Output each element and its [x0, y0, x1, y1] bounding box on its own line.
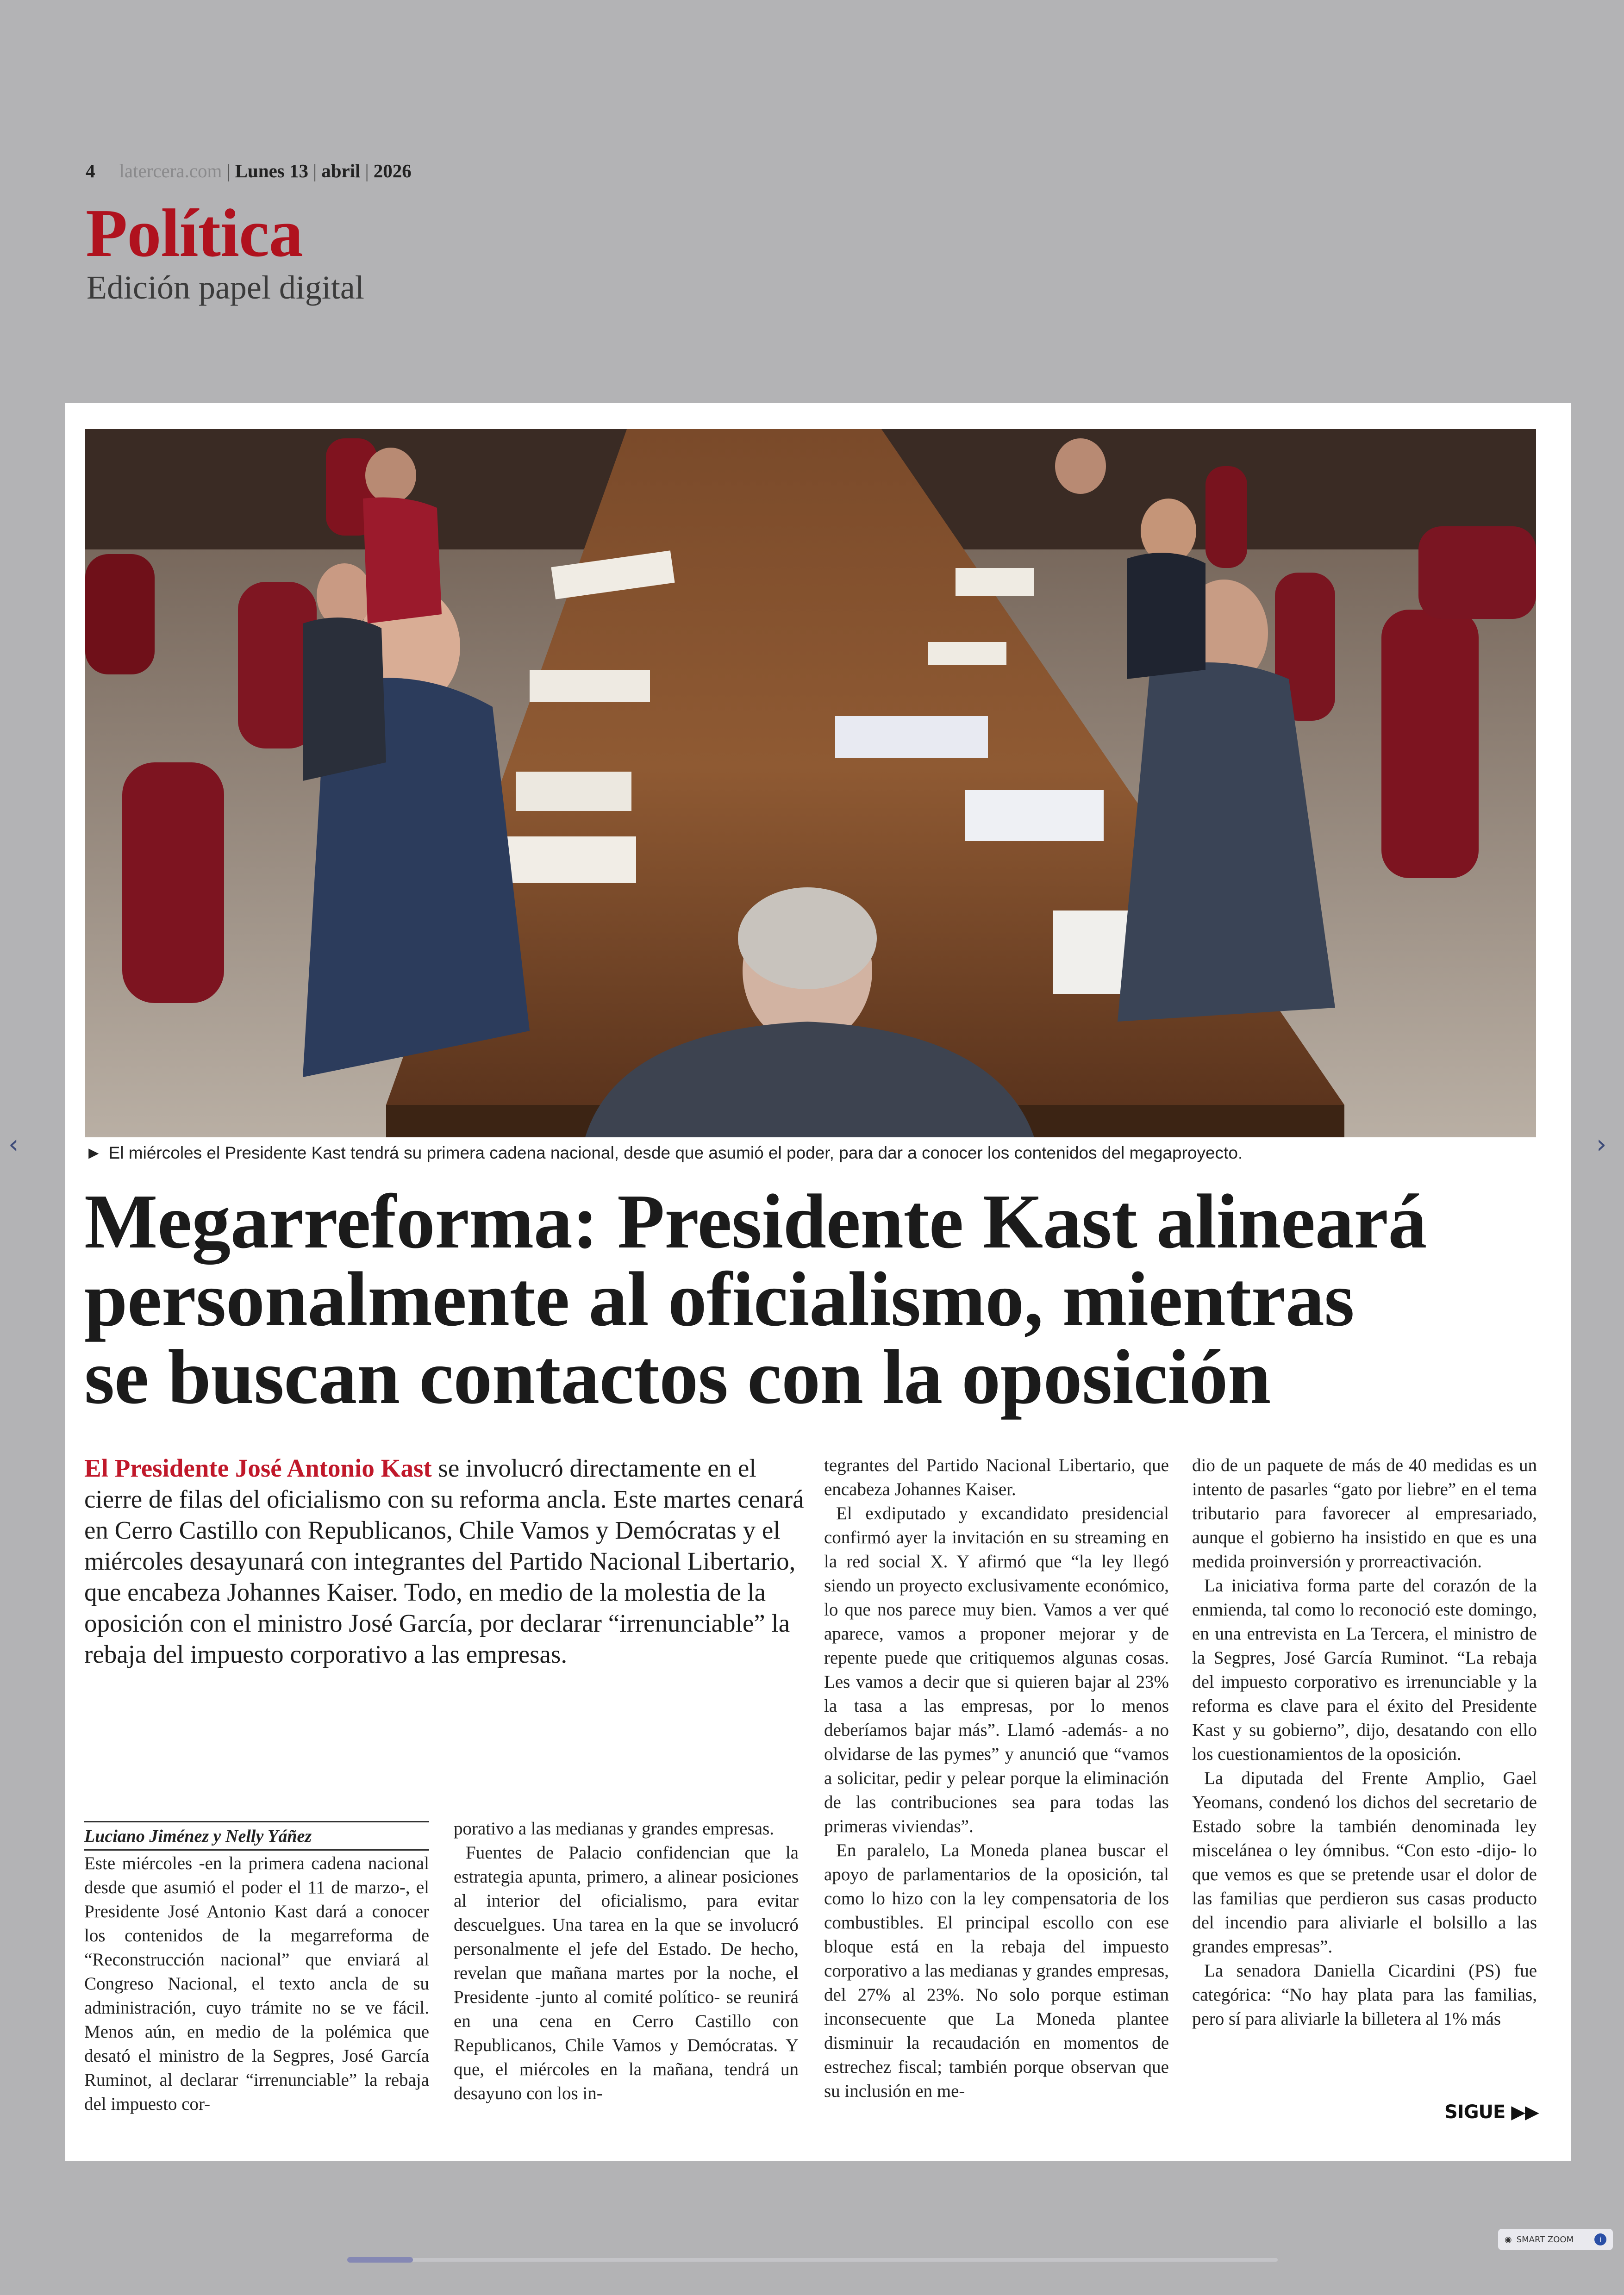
site-name: latercera.com — [119, 160, 222, 181]
body-column-3 — [824, 1453, 1169, 2103]
paragraph: porativo a las medianas y grandes empresas. — [454, 1819, 775, 1839]
smart-zoom-label: SMART ZOOM — [1516, 2234, 1574, 2245]
page-number: 4 — [86, 160, 95, 181]
paragraph: tegrantes del Partido Nacional Libertario, que encabeza Johannes Kaiser. — [824, 1455, 1169, 1499]
date-day: Lunes 13 — [235, 160, 308, 181]
date-month: abril — [321, 160, 361, 181]
paragraph: La diputada del Frente Amplio, Gael Yeomans, condenó los dichos del secretario de Estado sobre la también denominada ley miscelánea o ley ómnibus. “Con esto -dijo- lo que vemos es que se pretende usar el dolor de las familias que perdieron sus casas producto del incendio para aliviarle el bolsillo a las grandes empresas”. — [1192, 1768, 1537, 1957]
info-badge: i — [1594, 2233, 1606, 2245]
smart-zoom-button[interactable] — [1498, 2229, 1613, 2250]
article-headline — [84, 1179, 1543, 1420]
caption-arrow-icon: ► — [85, 1143, 102, 1162]
article-lead — [84, 1453, 806, 1670]
body-column-2 — [454, 1817, 799, 2106]
lead-highlight: El Presidente José Antonio Kast — [84, 1454, 432, 1482]
photo-meeting-icon — [85, 429, 1536, 1137]
paragraph: La iniciativa forma parte del corazón de la enmienda, tal como lo reconoció este domingo, en una entrevista en La Tercera, el ministro de la Segpres, José García Ruminot. “La rebaja del impuesto corporativo es irrenunciable y la reforma es clave para el éxito del Presidente Kast y su gobierno”, dijo, desatando con ello los cuestionamientos de la oposición. — [1192, 1576, 1537, 1764]
paragraph: La senadora Daniella Cicardini (PS) fue categórica: “No hay plata para las familias, pero sí para aliviarle la billetera al 1% más — [1192, 1961, 1537, 2029]
lead-text: se involucró directamente en el cierre de filas del oficialismo con su reforma ancla. Este martes cenará en Cerro Castillo con Republicanos, Chile Vamos y Demócratas y el miércoles desayunará con integrantes del Partido Nacional Libertario, que encabeza Johannes Kaiser. Todo, en medio de la molestia de la oposición con el ministro José García, por declarar “irrenunciable” la rebaja del impuesto corporativo a las empresas. — [84, 1454, 804, 1668]
caption-text: El miércoles el Presidente Kast tendrá su primera cadena nacional, desde que asumió el poder, para dar a conocer los contenidos del megaproyecto. — [108, 1143, 1243, 1162]
headline-line: personalmente al oficialismo, mientras — [84, 1256, 1355, 1342]
edition-label: Edición papel digital — [87, 269, 364, 306]
headline-line: Megarreforma: Presidente Kast alineará — [84, 1179, 1427, 1265]
paragraph: El exdiputado y excandidato presidencial confirmó ayer la invitación en su streaming en la red social X. Y afirmó que “la ley llegó siendo un proyecto exclusivamente económico, lo que nos parece muy bien. Vamos a ver qué aparece, vamos a proponer mejorar y de repente puede que critiquemos algunas cosas. Les vamos a decir que si quieren bajar al 23% la tasa a las empresas, por lo menos deberíamos bajar más”. Llamó -además- a no olvidarse de las pymes” y anunció que “vamos a solicitar, pedir y pelear porque la eliminación de las contribuciones sea para todas las primeras viviendas”. — [824, 1503, 1169, 1836]
paragraph: En paralelo, La Moneda planea buscar el apoyo de parlamentarios de la oposición, tal como lo hizo con la ley compensatoria de los combustibles. El principal escollo con ese bloque está en la rebaja del impuesto corporativo a las medianas y grandes empresas, del 27% al 23%. No solo porque estiman inconsecuente que La Moneda plantee disminuir la recaudación en momentos de estrechez fiscal; también porque observan que su inclusión en me- — [824, 1840, 1169, 2101]
eye-icon: ◉ — [1505, 2234, 1512, 2245]
paragraph: Este miércoles -en la primera cadena nacional desde que asumió el poder el 11 de marzo-, el Presidente José Antonio Kast dará a conocer los contenidos de la megarreforma de “Reconstrucción nacional” que enviará al Congreso Nacional, el texto ancla de su administración, cuyo trámite no se ve fácil. Menos aún, en medio de la polémica que desató el ministro de la Segpres, José García Ruminot, al declarar “irrenunciable” la rebaja del impuesto cor- — [84, 1853, 429, 2114]
prev-page-chevron-icon[interactable]: ‹ — [8, 1129, 19, 1160]
paragraph: dio de un paquete de más de 40 medidas es un intento de pasarles “gato por liebre” en el tema tributario para favorecer al empresariado, aunque el gobierno ha insistido en que es una medida proinversión y prorreactivación. — [1192, 1455, 1537, 1572]
headline-line: se buscan contactos con la oposición — [84, 1334, 1271, 1420]
body-column-4 — [1192, 1453, 1537, 2031]
next-page-chevron-icon[interactable]: › — [1596, 1129, 1607, 1160]
article-photo — [85, 429, 1536, 1137]
page-scrollbar-thumb[interactable] — [347, 2257, 413, 2263]
byline: Luciano Jiménez y Nelly Yáñez — [84, 1821, 429, 1851]
section-title: Política — [86, 195, 303, 271]
photo-caption — [85, 1143, 1243, 1163]
continues-label[interactable]: SIGUE ▶▶ — [1444, 2102, 1539, 2123]
page-scrollbar-track[interactable] — [347, 2258, 1278, 2262]
date-year: 2026 — [373, 160, 412, 181]
body-column-1 — [84, 1852, 429, 2116]
page-header: 4 latercera.com | Lunes 13 | abril | 2026 — [86, 160, 412, 181]
paragraph: Fuentes de Palacio confidencian que la estrategia apunta, primero, a alinear posiciones al interior del oficialismo, para evitar descuelgues. Una tarea en la que se involucró personalmente el jefe del Estado. De hecho, revelan que mañana martes por la noche, el Presidente -junto al comité político- se reunirá en una cena en Cerro Castillo con Republicanos, Chile Vamos y Demócratas. Y que, el miércoles en la mañana, tendrá un desayuno con los in- — [454, 1843, 799, 2103]
